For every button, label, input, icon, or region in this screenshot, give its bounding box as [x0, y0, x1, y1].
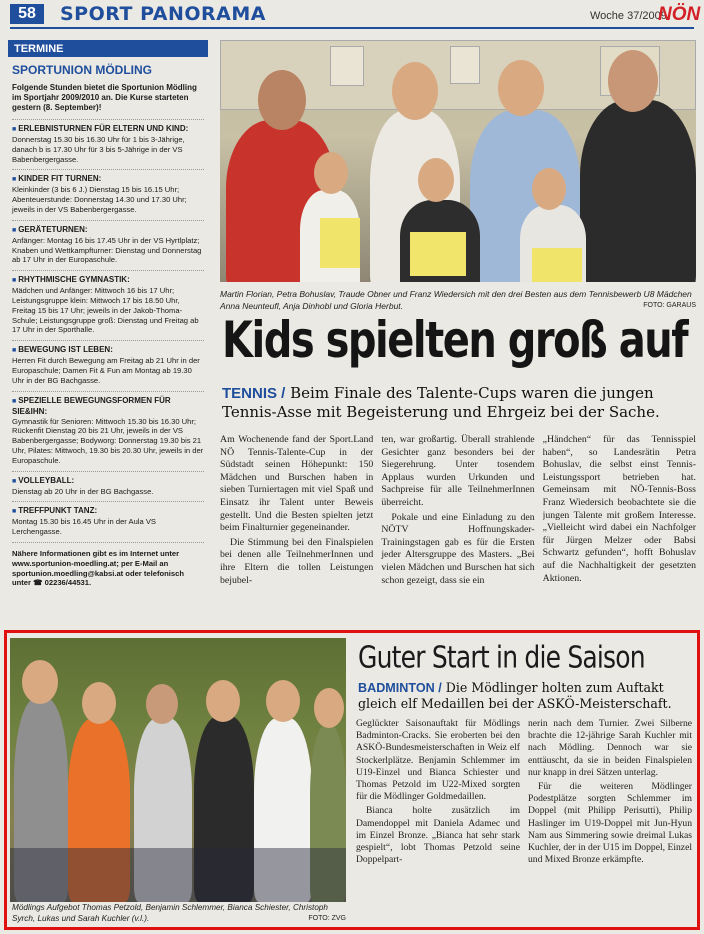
- article-subhead-text: Die Mödlinger holten zum Auftakt gleich elf Medaillen bei der ASKÖ-Meisterschaft.: [358, 680, 672, 711]
- termine-block-title: ■ BEWEGUNG IST LEBEN:: [12, 345, 204, 356]
- article-body: [220, 434, 696, 620]
- issue-week: Woche 37/2009: [590, 10, 667, 22]
- photo-caption: [12, 902, 346, 924]
- article-kicker: TENNIS /: [222, 385, 286, 402]
- termine-block: [12, 174, 204, 214]
- article-column: [543, 434, 696, 620]
- termine-block-text: Montag 15.30 bis 16.45 Uhr in der Aula VS Lerchengasse.: [12, 517, 156, 537]
- divider: [12, 270, 204, 271]
- termine-block: [12, 506, 204, 537]
- caption-text: Martin Florian, Petra Bohuslav, Traude Obner und Franz Wiedersich mit den drei Besten aus dem Tennisbewerb U8 Mädchen Anna Neunteufl, Anja Dinhobl und Gloria Herbut.: [220, 289, 692, 311]
- article-headline: Kids spielten groß auf: [222, 312, 688, 370]
- termine-block: [12, 345, 204, 385]
- article-body: [356, 718, 692, 926]
- paragraph: „Händchen“ für das Tennisspiel haben“, so Landesrätin Petra Bohuslav, die selbst einst Tennis-Leistungssport betrieben hat. Gemeinsam mit NÖ-Tennis-Boss Franz Wiedersich beobachtete sie die jungen Talente mit großem Interesse. „Vielleicht wird dabei ein Nachfolger für Jürgen Melzer oder Babsi Schwartz gefunden“, hofft Bohuslav auf die Nachhaltigkeit der gesetzten Aktionen.: [542, 434, 696, 584]
- paragraph: nerin nach dem Turnier. Zwei Silberne brachte die 12-jährige Sarah Kuchler mit nach Mödling. Dennoch war sie enttäuscht, da sie in beiden Finalspielen nur knapp in drei Sätzen unterlag.: [528, 718, 692, 778]
- page-number: 58: [10, 4, 44, 24]
- termine-block: [12, 396, 204, 466]
- termine-block-text: Herren Fit durch Bewegung am Freitag ab 21 Uhr in der Europaschule; Damen Fit & Fun am Montag ab 19.30 Uhr in der BG Bachgasse.: [12, 356, 200, 385]
- article-subhead: [358, 680, 694, 712]
- termine-organization: SPORTUNION MÖDLING: [12, 63, 152, 77]
- divider: [12, 220, 204, 221]
- photo-credit: FOTO: GARAUS: [643, 302, 696, 309]
- divider: [12, 340, 204, 341]
- badminton-team-photo: [10, 638, 346, 902]
- photo-caption: [220, 288, 696, 312]
- paragraph: Bianca holte zusätzlich im Damendoppel mit Daniela Adamec und im Einzel Bronze. „Bianca hat sehr stark gespielt“, lobt Thomas Petzold seine Doppelpart-: [356, 805, 520, 866]
- termine-block: [12, 275, 204, 335]
- article-column: [528, 718, 692, 926]
- paragraph: Am Wochenende fand der Sport.Land NÖ Tennis-Talente-Cup in der Südstadt seinen Höhepunkt: 150 Mädchen und Burschen haben in sieben Turniertagen mit viel Spaß und Einsatz ihr Talent unter Beweis gestellt. Und die Besten spielten jetzt beim Finalturnier gegeneinander.: [220, 434, 374, 534]
- termine-block: [12, 476, 204, 497]
- termine-block-text: Dienstag ab 20 Uhr in der BG Bachgasse.: [12, 486, 154, 496]
- divider: [12, 542, 204, 543]
- divider: [12, 169, 204, 170]
- article-subhead-text: Beim Finale des Talente-Cups waren die jungen Tennis-Asse mit Begeisterung und Ehrgeiz bei der Sache.: [222, 384, 660, 421]
- termine-block-title: ■ VOLLEYBALL:: [12, 476, 204, 487]
- tennis-award-photo: [220, 40, 696, 282]
- termine-contact-info: Nähere Informationen gibt es im Internet unter www.sportunion-moedling.at; per E-Mail an sportunion.moedling@kabsi.at oder telefonisch unter ☎ 02236/44531.: [12, 548, 184, 588]
- caption-text: Mödlings Aufgebot Thomas Petzold, Benjamin Schlemmer, Bianca Schiester, Christoph Syrch, Lukas und Sarah Kuchler (v.l.).: [12, 903, 328, 923]
- divider: [12, 119, 204, 120]
- termine-block-title: ■ ERLEBNISTURNEN FÜR ELTERN UND KIND:: [12, 124, 204, 135]
- termine-block-text: Mädchen und Anfänger: Mittwoch 16 bis 17 Uhr; Leistungsgruppe klein: Mittwoch 17 bis 18.50 Uhr, Freitag 15 bis 17 Uhr; jeweils in der Jakob-Thoma-Schule; Leistungsgruppe groß: Dienstag und Freitag ab 17 Uhr in der Sporthalle.: [12, 286, 199, 335]
- divider: [12, 471, 204, 472]
- article-subhead: [222, 384, 698, 422]
- newspaper-logo: NÖN: [658, 4, 701, 25]
- article-kicker: BADMINTON /: [358, 681, 442, 695]
- header-rule: [10, 27, 694, 29]
- paragraph: ten, war großartig. Überall strahlende Gesichter ganz besonders bei der Siegerehrung. Unter tosendem Applaus wurden Urkunden und Sachpreise für alle TeilnehmerInnen überreicht.: [381, 434, 535, 508]
- article-column: [381, 434, 534, 620]
- termine-block-text: Gymnastik für Senioren: Mittwoch 15.30 bis 16.30 Uhr; Rückenfit Dienstag 20 bis 21 Uhr, jeweils in der VS Babenbergergasse; Bodyworg: Donnerstag 19.30 bis 21 Uhr, Pilates: Mittwoch, 19.30 bis 20.30 Uhr, jeweils in der Europaschule.: [12, 416, 204, 465]
- article-column: [220, 434, 373, 620]
- termine-block-title: ■ TREFFPUNKT TANZ:: [12, 506, 204, 517]
- termine-block-text: Anfänger: Montag 16 bis 17.45 Uhr in der VS Hyrtlplatz; Knaben und Wettkampfturner: Dienstag und Donnerstag ab 17 Uhr in der Europaschule.: [12, 235, 202, 265]
- article-column: [356, 718, 520, 926]
- paragraph: Für die weiteren Mödlinger Podestplätze sorgten Schlemmer im Doppel (mit Philipp Perisutti), Philip Haslinger im U19-Doppel mit Jun-Hyun Nam aus Simmering sowie dreimal Lukas Kuchler, der in der U15 im Doppel, Einzel und Mixed Bronze erkämpfte.: [528, 781, 692, 866]
- paragraph: Pokale und eine Einladung zu den NÖTV Hoffnungskader-Trainingstagen gab es für die Ersten jeder Altersgruppe des Masters. „Bei vielen Mädchen und Burschen hat sich schon gezeigt, dass sie ein: [381, 511, 535, 586]
- paragraph: Die Stimmung bei den Finalspielen bei denen alle TeilnehmerInnen und ihre Eltern die tollen Leistungen bejubel-: [220, 536, 374, 586]
- photo-credit: FOTO: ZVG: [308, 915, 346, 922]
- termine-block-text: Kleinkinder (3 bis 6 J.) Dienstag 15 bis 16.15 Uhr; Abenteuerstunde: Donnerstag 14.30 und 17.30 Uhr; jeweils in der VS Babenbergergasse.: [12, 185, 187, 214]
- termine-block-title: ■ KINDER FIT TURNEN:: [12, 174, 204, 185]
- termine-block: [12, 225, 204, 265]
- paragraph: Geglückter Saisonauftakt für Mödlings Badminton-Cracks. Sie eroberten bei den ASKÖ-Bundesmeisterschaften in Weiz elf Stockerlplätze. Benjamin Schlemmer im U19-Einzel und Bianca Schiester und Thomas Petzold im U22-Mixed sorgten für die Mödlinger Goldmedaillen.: [356, 718, 520, 803]
- termine-block: [12, 124, 204, 164]
- termine-block-text: Donnerstag 15.30 bis 16.30 Uhr für 1 bis 3-Jährige, danach b is 17.30 Uhr für 3 bis 5-Jährige in der VS Babenbergergasse.: [12, 135, 185, 164]
- termine-sidebar: [8, 40, 208, 620]
- section-title: SPORT PANORAMA: [60, 3, 266, 25]
- divider: [12, 391, 204, 392]
- article-headline: Guter Start in die Saison: [358, 640, 645, 675]
- termine-block-title: ■ SPEZIELLE BEWEGUNGSFORMEN FÜR SIE&IHN:: [12, 396, 204, 417]
- termine-label: TERMINE: [8, 40, 208, 57]
- page-header: [0, 0, 704, 30]
- termine-block-title: ■ GERÄTETURNEN:: [12, 225, 204, 236]
- termine-intro: Folgende Stunden bietet die Sportunion Mödling im Sportjahr 2009/2010 an. Die Kurse starteten gestern (8. September)!: [12, 83, 197, 112]
- termine-block-title: ■ RHYTHMISCHE GYMNASTIK:: [12, 275, 204, 286]
- divider: [12, 501, 204, 502]
